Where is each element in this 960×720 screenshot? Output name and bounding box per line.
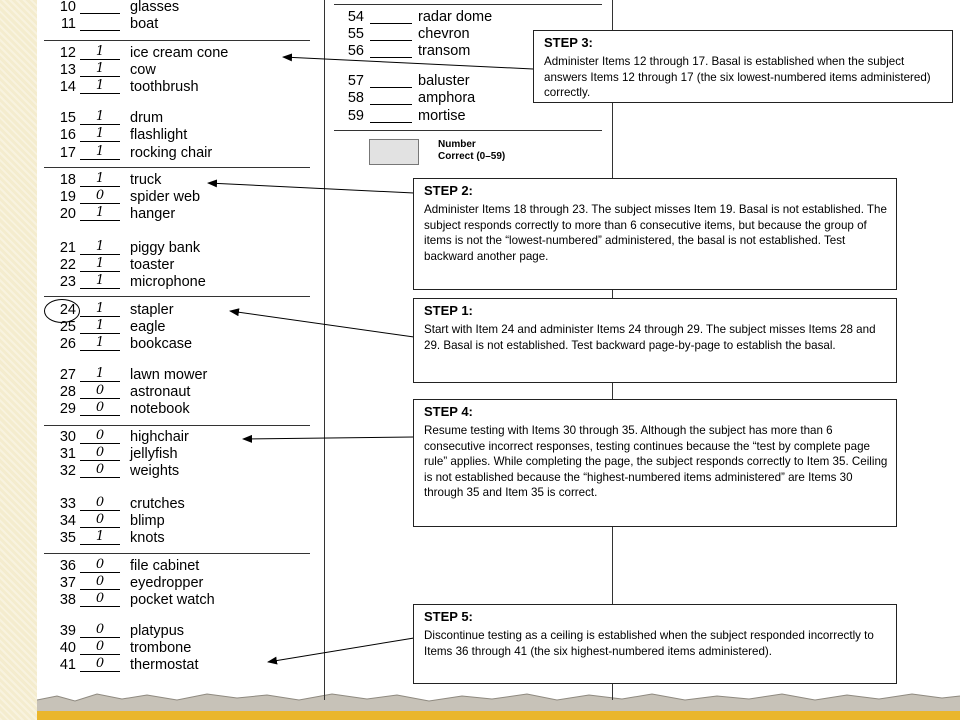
item-word: spider web xyxy=(130,189,201,205)
item-number: 55 xyxy=(347,26,364,42)
arrow-step3 xyxy=(283,57,533,69)
step-2-box: STEP 2: Administer Items 18 through 23. The subject misses Item 19. Basal is not established. The subject responds correctly to more than 6 consecutive items, but because the group of items is not the “lowest-numbered” administered, the basal is not established. Test backward another page. xyxy=(413,178,897,290)
arrow-step4 xyxy=(243,437,414,439)
item-number: 21 xyxy=(59,240,76,256)
item-number: 31 xyxy=(59,446,76,462)
item-word: flashlight xyxy=(130,127,188,143)
score-blank[interactable]: 0 xyxy=(80,592,120,607)
item-word: trombone xyxy=(130,640,192,656)
step-1-box: STEP 1: Start with Item 24 and administer Items 24 through 29. The subject misses Items 28 and 29. Basal is not established. Test backward page-by-page to establish the basal. xyxy=(413,298,897,383)
item-word: toaster xyxy=(130,257,175,273)
item-number: 37 xyxy=(59,575,76,591)
item-word: file cabinet xyxy=(130,558,200,574)
step-5-box: STEP 5: Discontinue testing as a ceiling is established when the subject responded incorrectly to Items 36 through 41 (the six highest-numbered items administered). xyxy=(413,604,897,684)
item-word: eagle xyxy=(130,319,166,335)
item-number: 39 xyxy=(59,623,76,639)
item-word: chevron xyxy=(418,26,470,42)
item-word: toothbrush xyxy=(130,79,199,95)
item-number: 16 xyxy=(59,127,76,143)
item-number: 10 xyxy=(59,0,76,15)
score-blank[interactable]: 1 xyxy=(80,172,120,187)
score-blank[interactable]: 1 xyxy=(80,302,120,317)
score-blank[interactable]: 1 xyxy=(80,530,120,545)
item-number: 11 xyxy=(60,16,76,32)
score-blank[interactable]: 1 xyxy=(80,127,120,142)
item-word: jellyfish xyxy=(130,446,178,462)
score-blank[interactable]: 1 xyxy=(80,206,120,221)
item-number: 30 xyxy=(59,429,76,445)
item-number: 29 xyxy=(59,401,76,417)
item-word: radar dome xyxy=(418,9,493,25)
item-number: 54 xyxy=(347,9,364,25)
score-blank[interactable]: 1 xyxy=(80,367,120,382)
item-number: 56 xyxy=(347,43,364,59)
arrow-step1 xyxy=(230,311,414,337)
score-blank[interactable]: 1 xyxy=(80,45,120,60)
item-word: thermostat xyxy=(130,657,199,673)
item-word: crutches xyxy=(130,496,185,512)
score-blank[interactable]: 0 xyxy=(80,575,120,590)
item-word: bookcase xyxy=(130,336,193,352)
item-number: 23 xyxy=(59,274,76,290)
item-word: weights xyxy=(130,463,180,479)
number-correct-label: Number Correct (0–59) xyxy=(438,139,506,162)
score-blank[interactable]: 0 xyxy=(80,401,120,416)
item-number: 33 xyxy=(59,496,76,512)
item-number: 57 xyxy=(347,73,364,89)
item-word: rocking chair xyxy=(130,145,213,161)
score-blank[interactable]: 1 xyxy=(80,145,120,160)
item-word: knots xyxy=(130,530,165,546)
arrow-step2 xyxy=(208,183,414,193)
step-4-box: STEP 4: Resume testing with Items 30 through 35. Although the subject has more than 6 consecutive incorrect responses, testing continues because the “test by complete page rule” applies. While completing the page, the subject responds correctly to Item 35. Ceiling is not established because the “highest-numbered items administered” are Items 30 through 35 and Item 35 is correct. xyxy=(413,399,897,527)
score-blank[interactable]: 0 xyxy=(80,623,120,638)
item-number: 41 xyxy=(59,657,76,673)
item-word: pocket watch xyxy=(130,592,215,608)
item-word: mortise xyxy=(418,108,466,124)
item-word: amphora xyxy=(418,90,476,106)
score-blank[interactable]: 0 xyxy=(80,558,120,573)
item-word: notebook xyxy=(130,401,190,417)
score-blank[interactable]: 0 xyxy=(80,189,120,204)
item-number: 58 xyxy=(347,90,364,106)
item-word: highchair xyxy=(130,429,189,445)
score-blank[interactable]: 1 xyxy=(80,257,120,272)
item-word: platypus xyxy=(130,623,185,639)
item-number: 27 xyxy=(59,367,76,383)
item-word: lawn mower xyxy=(130,367,208,383)
item-number: 25 xyxy=(59,319,76,335)
score-blank[interactable]: 0 xyxy=(80,513,120,528)
step-3-box: STEP 3: Administer Items 12 through 17. Basal is established when the subject answers Items 12 through 17 (the six lowest-numbered items administered) correctly. xyxy=(533,30,953,103)
item-word: ice cream cone xyxy=(130,45,229,61)
score-blank[interactable]: 1 xyxy=(80,319,120,334)
item-word: transom xyxy=(418,43,471,59)
item-word: eyedropper xyxy=(130,575,204,591)
item-word: baluster xyxy=(418,73,470,89)
item-number: 22 xyxy=(59,257,76,273)
item-word: hanger xyxy=(130,206,176,222)
item-number: 17 xyxy=(59,145,76,161)
item-number: 20 xyxy=(59,206,76,222)
score-blank[interactable]: 1 xyxy=(80,240,120,255)
score-blank[interactable]: 1 xyxy=(80,110,120,125)
item-word: piggy bank xyxy=(130,240,201,256)
score-blank[interactable]: 0 xyxy=(80,496,120,511)
item-number: 14 xyxy=(59,79,76,95)
item-word: microphone xyxy=(130,274,206,290)
item-number: 13 xyxy=(59,62,76,78)
arrow-step5 xyxy=(268,638,414,662)
score-blank[interactable]: 0 xyxy=(80,657,120,672)
item-number: 40 xyxy=(59,640,76,656)
score-blank[interactable]: 1 xyxy=(80,79,120,94)
item-number: 15 xyxy=(59,110,76,126)
score-blank[interactable]: 1 xyxy=(80,274,120,289)
item-number: 28 xyxy=(59,384,76,400)
item-number: 18 xyxy=(59,172,76,188)
item-word: drum xyxy=(130,110,164,126)
item-number: 24 xyxy=(59,302,76,318)
item-number: 34 xyxy=(59,513,76,529)
item-word: cow xyxy=(130,62,156,78)
item-word: astronaut xyxy=(130,384,191,400)
item-number: 59 xyxy=(347,108,364,124)
item-number: 12 xyxy=(59,45,76,61)
item-number: 26 xyxy=(59,336,76,352)
item-number: 19 xyxy=(59,189,76,205)
item-number: 36 xyxy=(59,558,76,574)
item-number: 38 xyxy=(59,592,76,608)
item-word: stapler xyxy=(130,302,174,318)
score-blank[interactable]: 0 xyxy=(80,446,120,461)
item-word: truck xyxy=(130,172,162,188)
item-word: blimp xyxy=(130,513,165,529)
score-blank[interactable]: 1 xyxy=(80,62,120,77)
item-word: glasses xyxy=(130,0,180,15)
score-blank[interactable]: 0 xyxy=(80,384,120,399)
score-blank[interactable]: 0 xyxy=(80,463,120,478)
score-blank[interactable]: 0 xyxy=(80,640,120,655)
score-blank[interactable]: 1 xyxy=(80,336,120,351)
score-blank[interactable]: 0 xyxy=(80,429,120,444)
item-number: 32 xyxy=(59,463,76,479)
item-word: boat xyxy=(130,16,159,32)
item-number: 35 xyxy=(59,530,76,546)
